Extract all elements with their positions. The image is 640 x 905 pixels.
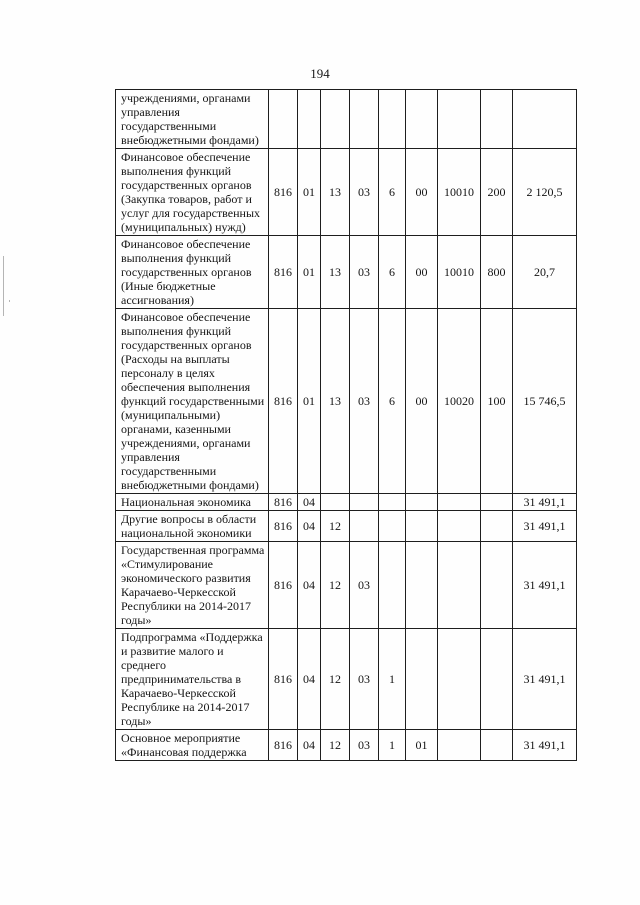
cell-vr: 800 (481, 236, 513, 309)
cell-rz (298, 90, 321, 149)
cell-desc: Подпрограмма «Поддержка и развитие малого и среднего предпринимательства в Карачаево-Черкесской Республике на 2014-2017 годы» (116, 629, 269, 730)
cell-desc: Национальная экономика (116, 494, 269, 511)
table-row (116, 511, 577, 542)
cell-pr: 12 (321, 730, 350, 761)
cell-pr: 13 (321, 309, 350, 494)
cell-prog (350, 511, 379, 542)
cell-amount: 20,7 (513, 236, 577, 309)
table-row (116, 629, 577, 730)
cell-prog: 03 (350, 236, 379, 309)
cell-rz: 04 (298, 629, 321, 730)
cell-desc: Государственная программа «Стимулирование экономического развития Карачаево-Черкесской Республики на 2014-2017 годы» (116, 542, 269, 629)
cell-rz: 04 (298, 542, 321, 629)
cell-subprog (379, 90, 406, 149)
table-row (116, 149, 577, 236)
cell-event: 01 (406, 730, 438, 761)
cell-event (406, 511, 438, 542)
cell-desc: Финансовое обеспечение выполнения функций государственных органов (Закупка товаров, работ и услуг для государственных (муниципальных) нужд) (116, 149, 269, 236)
cell-pr: 13 (321, 236, 350, 309)
cell-amount: 31 491,1 (513, 629, 577, 730)
cell-rz: 01 (298, 309, 321, 494)
cell-desc: Основное мероприятие «Финансовая поддержка (116, 730, 269, 761)
cell-rz: 01 (298, 149, 321, 236)
cell-direction (438, 494, 481, 511)
cell-event (406, 90, 438, 149)
cell-grbs: 816 (269, 511, 298, 542)
cell-amount: 31 491,1 (513, 542, 577, 629)
cell-vr (481, 494, 513, 511)
cell-subprog (379, 511, 406, 542)
cell-grbs: 816 (269, 730, 298, 761)
budget-table (115, 89, 577, 761)
cell-amount: 31 491,1 (513, 511, 577, 542)
table-row (116, 90, 577, 149)
cell-prog (350, 90, 379, 149)
table-row (116, 236, 577, 309)
cell-subprog (379, 494, 406, 511)
cell-prog: 03 (350, 149, 379, 236)
cell-direction (438, 730, 481, 761)
cell-pr: 12 (321, 511, 350, 542)
cell-grbs: 816 (269, 149, 298, 236)
cell-event: 00 (406, 236, 438, 309)
cell-vr: 100 (481, 309, 513, 494)
cell-subprog: 6 (379, 309, 406, 494)
cell-grbs: 816 (269, 494, 298, 511)
cell-prog: 03 (350, 542, 379, 629)
table-row (116, 542, 577, 629)
cell-subprog: 1 (379, 730, 406, 761)
cell-grbs (269, 90, 298, 149)
cell-desc: учреждениями, органами управления государственными внебюджетными фондами) (116, 90, 269, 149)
cell-rz: 04 (298, 494, 321, 511)
cell-pr (321, 494, 350, 511)
cell-vr (481, 90, 513, 149)
cell-prog: 03 (350, 629, 379, 730)
table-row (116, 730, 577, 761)
cell-vr (481, 730, 513, 761)
cell-subprog: 6 (379, 149, 406, 236)
cell-rz: 04 (298, 730, 321, 761)
cell-rz: 01 (298, 236, 321, 309)
cell-amount: 15 746,5 (513, 309, 577, 494)
cell-desc: Другие вопросы в области национальной экономики (116, 511, 269, 542)
cell-amount: 2 120,5 (513, 149, 577, 236)
cell-grbs: 816 (269, 309, 298, 494)
table-row (116, 494, 577, 511)
cell-direction (438, 511, 481, 542)
cell-direction: 10010 (438, 236, 481, 309)
cell-amount (513, 90, 577, 149)
cell-grbs: 816 (269, 629, 298, 730)
cell-event (406, 542, 438, 629)
cell-prog: 03 (350, 309, 379, 494)
cell-subprog: 6 (379, 236, 406, 309)
cell-subprog: 1 (379, 629, 406, 730)
cell-pr (321, 90, 350, 149)
cell-event (406, 494, 438, 511)
cell-grbs: 816 (269, 542, 298, 629)
cell-vr (481, 629, 513, 730)
cell-vr (481, 542, 513, 629)
cell-direction (438, 90, 481, 149)
scan-margin-mark (3, 256, 4, 316)
cell-vr (481, 511, 513, 542)
scan-margin-mark (9, 300, 10, 302)
cell-event: 00 (406, 309, 438, 494)
cell-prog (350, 494, 379, 511)
cell-event (406, 629, 438, 730)
cell-direction: 10010 (438, 149, 481, 236)
table-row (116, 309, 577, 494)
cell-pr: 13 (321, 149, 350, 236)
cell-subprog (379, 542, 406, 629)
cell-grbs: 816 (269, 236, 298, 309)
cell-direction (438, 542, 481, 629)
cell-rz: 04 (298, 511, 321, 542)
cell-amount: 31 491,1 (513, 494, 577, 511)
cell-event: 00 (406, 149, 438, 236)
cell-direction (438, 629, 481, 730)
page-number: 194 (310, 66, 330, 81)
cell-pr: 12 (321, 629, 350, 730)
cell-desc: Финансовое обеспечение выполнения функций государственных органов (Расходы на выплаты персоналу в целях обеспечения выполнения функций государственными (муниципальными) органами, казенными учреждениями, органами управления государственными внебюджетными фондами) (116, 309, 269, 494)
cell-vr: 200 (481, 149, 513, 236)
cell-pr: 12 (321, 542, 350, 629)
cell-prog: 03 (350, 730, 379, 761)
cell-desc: Финансовое обеспечение выполнения функций государственных органов (Иные бюджетные ассигнования) (116, 236, 269, 309)
cell-direction: 10020 (438, 309, 481, 494)
cell-amount: 31 491,1 (513, 730, 577, 761)
